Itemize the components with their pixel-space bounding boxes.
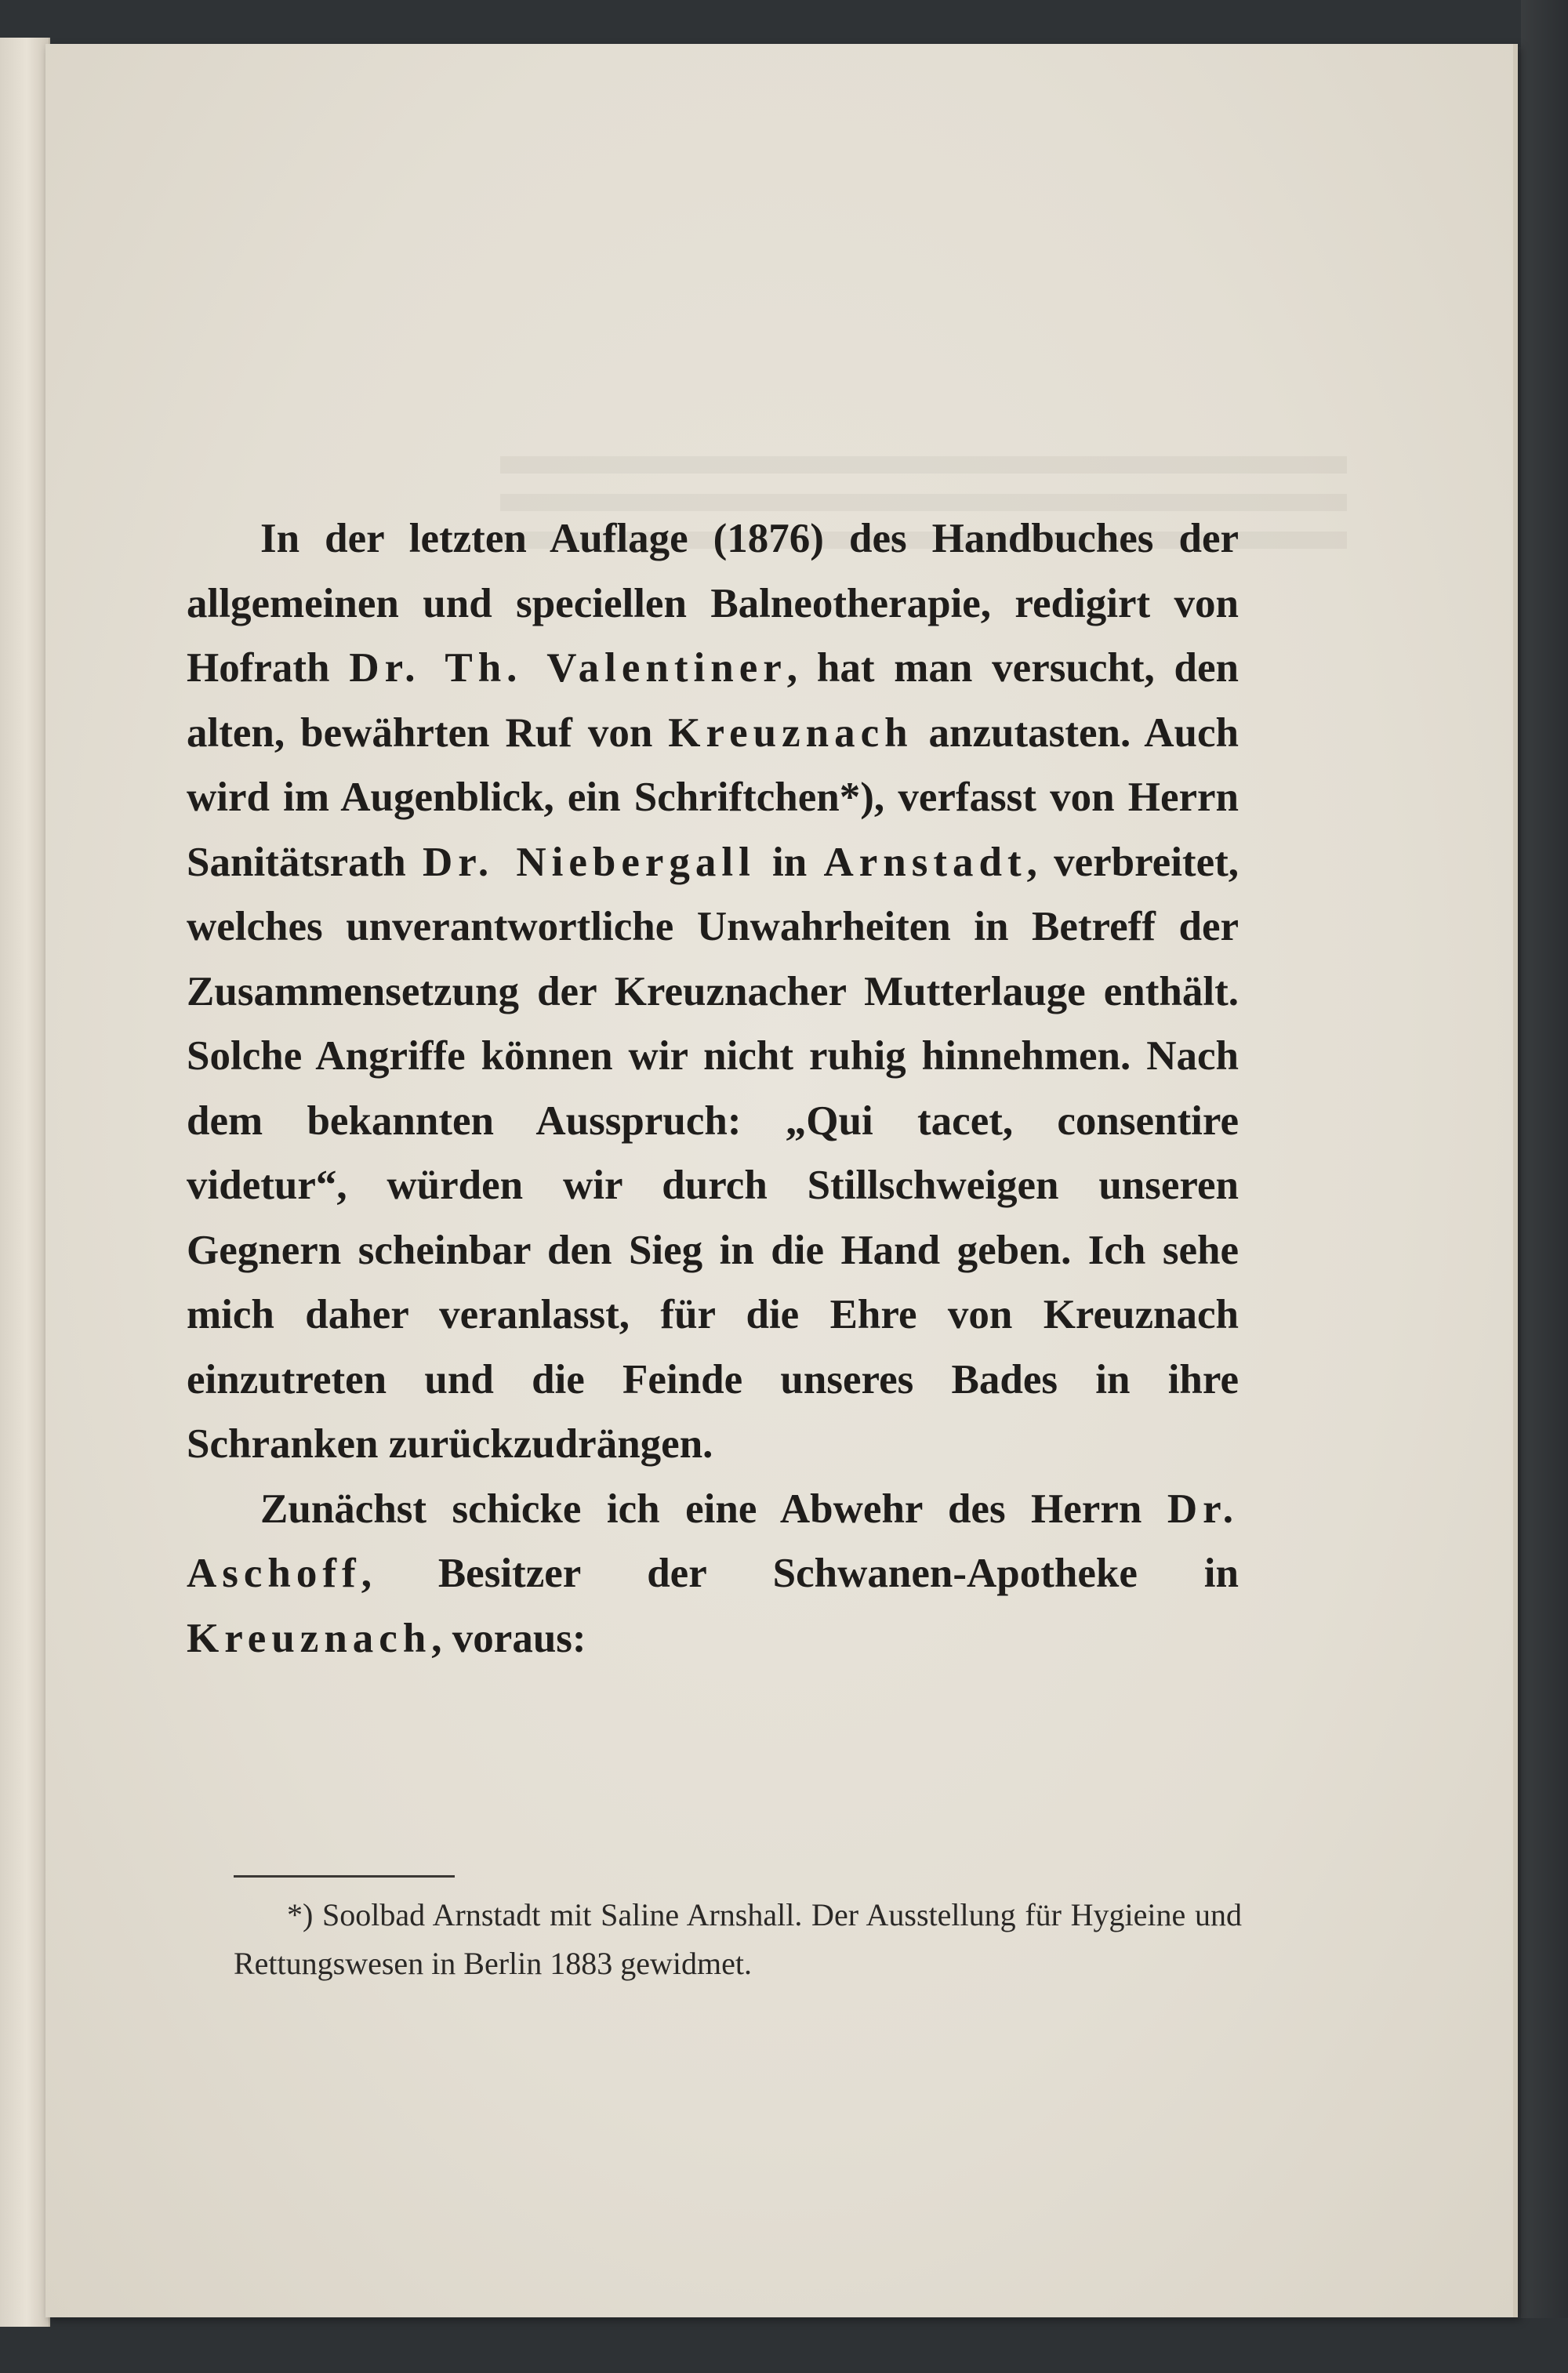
body-text	[187, 506, 1239, 1671]
author-name-niebergall: Dr. Niebergall	[422, 839, 756, 885]
footnote-text: *) Soolbad Arnstadt mit Saline Arnshall. Der Ausstellung für Hygieine und Rettungswesen in Berlin 1883 gewidmet.	[234, 1897, 1242, 1981]
paragraph-1-text: in	[755, 839, 824, 885]
paragraph-2-text: Zunächst schicke ich eine Abwehr des Herrn	[260, 1486, 1167, 1532]
paragraph-1-text: anzutasten. Auch wird im Augenblick, ein Schriftchen*), verfasst von Herrn Sanitätsrath	[187, 709, 1239, 885]
scan-background-bottom	[0, 2318, 1568, 2373]
place-name-kreuznach: Kreuznach	[668, 709, 913, 756]
paragraph-1-text: , hat man versucht, den alten, bewährten Ruf von	[187, 645, 1239, 756]
author-name-valentiner: Dr. Th. Valentiner	[349, 645, 787, 691]
place-name-arnstadt: Arnstadt	[823, 839, 1027, 885]
paragraph-1-text: , verbreitet, welches unverantwortliche Unwahrheiten in Betreff der Zusammensetzung der Kreuznacher Mutterlauge enthält. Solche Angriffe können wir nicht ruhig hinnehmen. Nach dem bekannten Ausspruch: „Qui tacet, consentire videtur“, würden wir durch Stillschweigen unseren Gegnern scheinbar den Sieg in die Hand geben. Ich sehe mich daher veranlasst, für die Ehre von Kreuznach einzutreten und die Feinde unseres Bades in ihre Schranken zurückzudrängen.	[187, 839, 1239, 1467]
scan-background-top	[0, 0, 1568, 47]
paragraph-2	[187, 1477, 1239, 1671]
footnote	[234, 1891, 1242, 1988]
paragraph-1-text: In der letzten Auflage (1876) des Handbuches der allgemeinen und speciellen Balneotherapie, redigirt von Hofrath	[187, 516, 1239, 691]
paragraph-2-text: , voraus:	[431, 1615, 586, 1661]
paragraph-1	[187, 506, 1239, 1477]
footnote-divider	[234, 1875, 455, 1878]
scan-background-right	[1521, 0, 1568, 2373]
paragraph-2-text: , Besitzer der Schwanen-Apotheke in	[361, 1551, 1239, 1596]
facing-page-edge	[0, 38, 50, 2327]
place-name-kreuznach: Kreuznach	[187, 1615, 432, 1661]
author-name-aschoff: Dr. Aschoff	[187, 1486, 1239, 1596]
